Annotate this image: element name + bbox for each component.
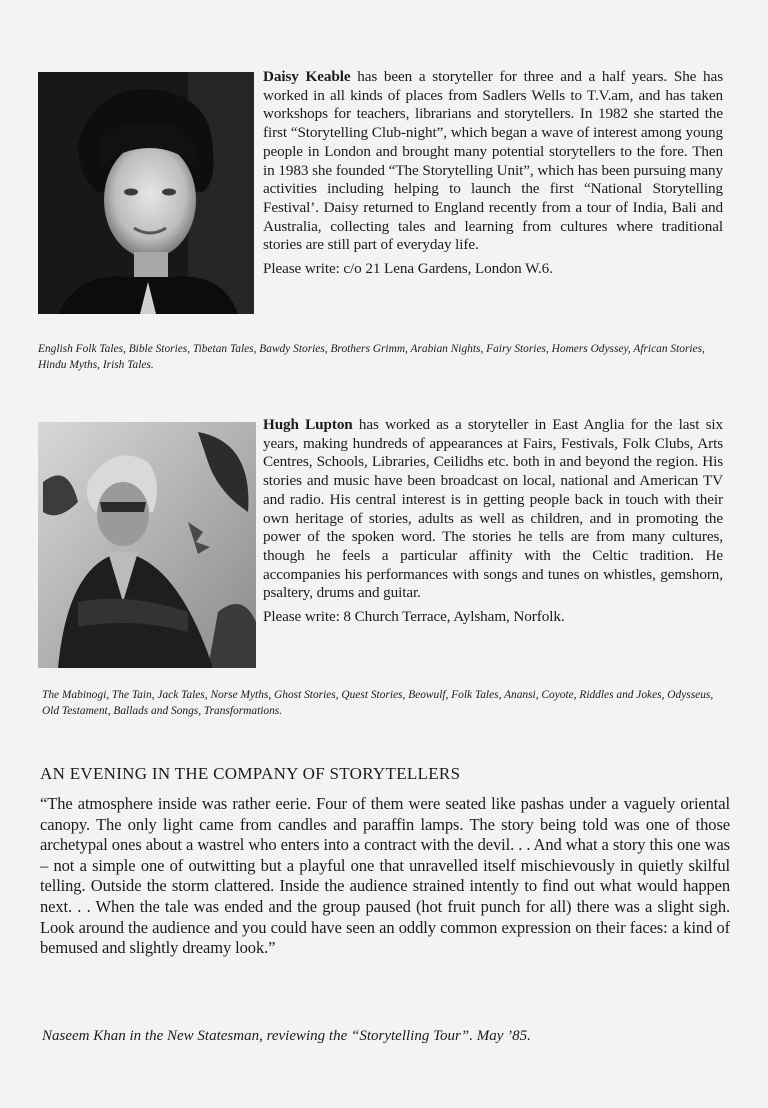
bio-text-daisy: [263, 68, 723, 279]
story-repertoire-hugh: The Mabinogi, The Tain, Jack Tales, Norse Myths, Ghost Stories, Quest Stories, Beowulf, Folk Tales, Anansi, Coyote, Riddles and Jokes, Odysseus, Old Testament, Ballads and Songs, Transformations.: [42, 689, 714, 717]
bio-name: Hugh Lupton: [263, 416, 353, 433]
quote-citation: Naseem Khan in the New Statesman, reviewing the “Storytelling Tour”. May ’85.: [42, 1028, 531, 1044]
bio-name: Daisy Keable: [263, 68, 351, 85]
bio-description: has worked as a storyteller in East Anglia for the last six years, making hundreds of appearances at Fairs, Festivals, Folk Clubs, Arts Centres, Schools, Libraries, Ceilidhs etc. both in and beyond the region. His stories and music have been broadcast on local, national and American TV and radio. His central interest is in getting people back in touch with their own heritage of stories, adults as well as children, and in promoting the power of the spoken word. The stories he tells are from many cultures, though he feels a particular affinity with the Celtic tradition. He accompanies his performances with songs and tunes on whistles, gemshorn, psaltery, drums and guitar.: [263, 416, 724, 602]
contact-address: Please write: c/o 21 Lena Gardens, London W.6.: [263, 260, 553, 278]
story-repertoire-daisy: English Folk Tales, Bible Stories, Tibetan Tales, Bawdy Stories, Brothers Grimm, Arabian Nights, Fairy Stories, Homers Odyssey, African Stories, Hindu Myths, Irish Tales.: [38, 343, 705, 371]
review-quote: “The atmosphere inside was rather eerie. Four of them were seated like pashas under a vaguely oriental canopy. The only light came from candles and paraffin lamps. The story being told was one of those archetypal ones about a wastrel who enters into a contract with the devil. . . And what a story this one was – not a simple one of outwitting but a playful one that unravelled itself mischievously in quietly skilful telling. Outside the storm clattered. Inside the audience strained intently to find out what would happen next. . . When the tale was ended and the group paused (hot fruit punch for all) there was a slight sigh. Look around the audience and you could have seen an oddly common expression on their faces: a kind of bemused and slightly dreamy look.”: [40, 794, 730, 958]
bio-text-hugh: [263, 416, 723, 627]
bio-description: has been a storyteller for three and a half years. She has worked in all kinds of places from Sadlers Wells to T.V.am, and has taken workshops for teachers, librarians and storytellers. In 1982 she started the first “Storytelling Club-night”, which began a wave of interest among young people in London and brought many potential storytellers to the fore. Then in 1983 she founded “The Storytelling Unit”, which has been pursuing many activities including helping to launch the first “National Storytelling Festival’. Daisy returned to England recently from a tour of India, Bali and Australia, collecting tales and learning from cultures where traditional stories are still part of everyday life.: [263, 68, 724, 254]
portrait-photo-hugh: [38, 422, 256, 668]
section-heading: AN EVENING IN THE COMPANY OF STORYTELLERS: [40, 764, 461, 783]
portrait-photo-daisy: [38, 72, 254, 314]
contact-address: Please write: 8 Church Terrace, Aylsham, Norfolk.: [263, 608, 565, 626]
